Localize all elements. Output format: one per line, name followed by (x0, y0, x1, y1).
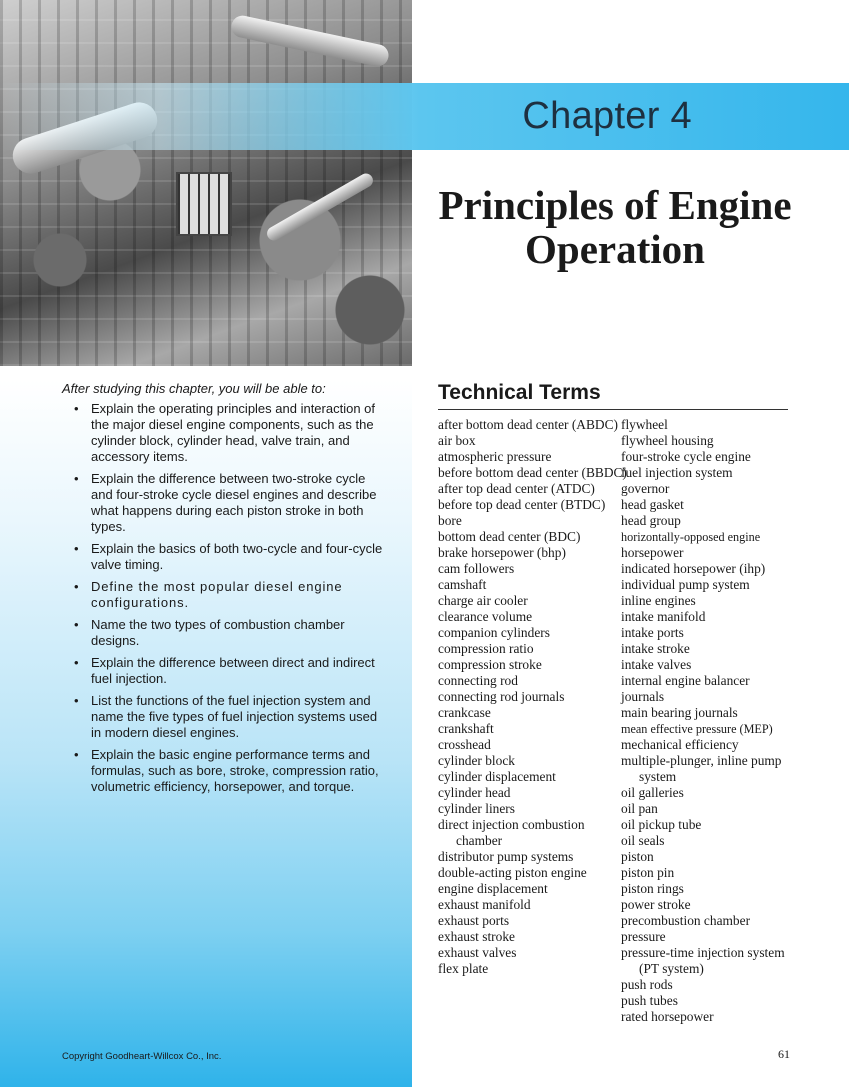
term-item: atmospheric pressure (438, 449, 552, 464)
term-item: oil galleries (621, 785, 684, 800)
objective-item: • Explain the difference between two-stroke cycle and four-stroke cycle diesel engines and describe what happens during each piston stroke in both types. (74, 471, 384, 535)
chapter-title (425, 183, 805, 271)
term-item: clearance volume (438, 609, 533, 624)
term-item: flywheel housing (621, 433, 714, 448)
term-item: cylinder block (438, 753, 515, 768)
term-item: push tubes (621, 993, 678, 1008)
term-item: head group (621, 513, 681, 528)
term-item: multiple-plunger, inline pump system (621, 753, 782, 784)
term-item: horizontally-opposed engine (621, 530, 761, 544)
term-item: brake horsepower (bhp) (438, 545, 566, 560)
page-number: 61 (778, 1047, 790, 1061)
term-item: cylinder displacement (438, 769, 556, 784)
chapter-band (0, 83, 849, 150)
term-item: piston pin (621, 865, 675, 880)
objective-item: • Explain the basics of both two-cycle and four-cycle valve timing. (74, 541, 384, 573)
term-item: cylinder liners (438, 801, 515, 816)
term-item: inline engines (621, 593, 696, 608)
term-item: pressure (621, 929, 666, 944)
term-item: connecting rod (438, 673, 518, 688)
term-item: intake stroke (621, 641, 690, 656)
term-item: main bearing journals (621, 705, 738, 720)
term-item: fuel injection system (621, 465, 733, 480)
term-item: after top dead center (ATDC) (438, 481, 595, 496)
chapter-title-line2: Operation (525, 226, 705, 272)
term-item: rated horsepower (621, 1009, 714, 1024)
terms-column-1 (438, 417, 627, 977)
term-item: crankshaft (438, 721, 494, 736)
term-item: oil pan (621, 801, 658, 816)
term-item: flywheel (621, 417, 668, 432)
term-item: distributor pump systems (438, 849, 574, 864)
term-item: before top dead center (BTDC) (438, 497, 606, 512)
term-item: direct injection combustion chamber (438, 817, 585, 848)
term-item: piston rings (621, 881, 684, 896)
objective-item: • Explain the difference between direct and indirect fuel injection. (74, 655, 384, 687)
objective-item: • Explain the operating principles and interaction of the major diesel engine components, such as the cylinder block, cylinder head, valve train, and accessory items. (74, 401, 384, 465)
term-item: intake valves (621, 657, 692, 672)
term-item: crankcase (438, 705, 491, 720)
term-item: charge air cooler (438, 593, 528, 608)
engine-photo (0, 0, 412, 366)
engine-pipe (265, 171, 376, 243)
term-item: double-acting piston engine (438, 865, 587, 880)
term-item: mechanical efficiency (621, 737, 739, 752)
term-item: indicated horsepower (ihp) (621, 561, 766, 576)
term-item: exhaust stroke (438, 929, 515, 944)
term-item: oil pickup tube (621, 817, 702, 832)
term-item: engine displacement (438, 881, 548, 896)
term-item: cylinder head (438, 785, 511, 800)
term-item: exhaust manifold (438, 897, 531, 912)
term-item: before bottom dead center (BBDC) (438, 465, 627, 480)
term-item: connecting rod journals (438, 689, 565, 704)
term-item: four-stroke cycle engine (621, 449, 751, 464)
term-item: bottom dead center (BDC) (438, 529, 581, 544)
term-item: exhaust valves (438, 945, 517, 960)
objectives-list (74, 401, 384, 801)
terms-column-2 (621, 417, 801, 1025)
term-item: cam followers (438, 561, 515, 576)
objectives-intro: After studying this chapter, you will be able to: (62, 381, 326, 396)
term-item: piston (621, 849, 654, 864)
term-item: journals (621, 689, 665, 704)
term-item: camshaft (438, 577, 487, 592)
chapter-title-line1: Principles of Engine (438, 182, 792, 228)
term-item: push rods (621, 977, 673, 992)
engine-pipe (229, 14, 390, 69)
term-item: head gasket (621, 497, 684, 512)
term-item: companion cylinders (438, 625, 550, 640)
objective-item: • Name the two types of combustion chamber designs. (74, 617, 384, 649)
objective-item: • List the functions of the fuel injection system and name the five types of fuel injection systems used in modern diesel engines. (74, 693, 384, 741)
copyright-notice: Copyright Goodheart-Willcox Co., Inc. (62, 1051, 222, 1062)
term-item: crosshead (438, 737, 491, 752)
term-item: individual pump system (621, 577, 750, 592)
engine-fuse-block (176, 172, 232, 236)
term-item: oil seals (621, 833, 665, 848)
term-item: intake manifold (621, 609, 706, 624)
objective-item: • Define the most popular diesel engine configurations. (74, 579, 384, 611)
term-item: mean effective pressure (MEP) (621, 722, 773, 736)
term-item: compression ratio (438, 641, 534, 656)
term-item: internal engine balancer (621, 673, 750, 688)
term-item: compression stroke (438, 657, 542, 672)
term-item: after bottom dead center (ABDC) (438, 417, 618, 432)
term-item: exhaust ports (438, 913, 510, 928)
term-item: bore (438, 513, 462, 528)
term-item: flex plate (438, 961, 489, 976)
term-item: power stroke (621, 897, 691, 912)
objective-item: • Explain the basic engine performance terms and formulas, such as bore, stroke, compression ratio, volumetric efficiency, horsepower, and torque. (74, 747, 384, 795)
technical-terms-heading: Technical Terms (438, 381, 788, 410)
term-item: governor (621, 481, 670, 496)
chapter-label: Chapter 4 (522, 95, 692, 137)
term-item: air box (438, 433, 476, 448)
term-item: precombustion chamber (621, 913, 751, 928)
term-item: intake ports (621, 625, 684, 640)
term-item: horsepower (621, 545, 684, 560)
term-item: pressure-time injection system (PT system) (621, 945, 785, 976)
